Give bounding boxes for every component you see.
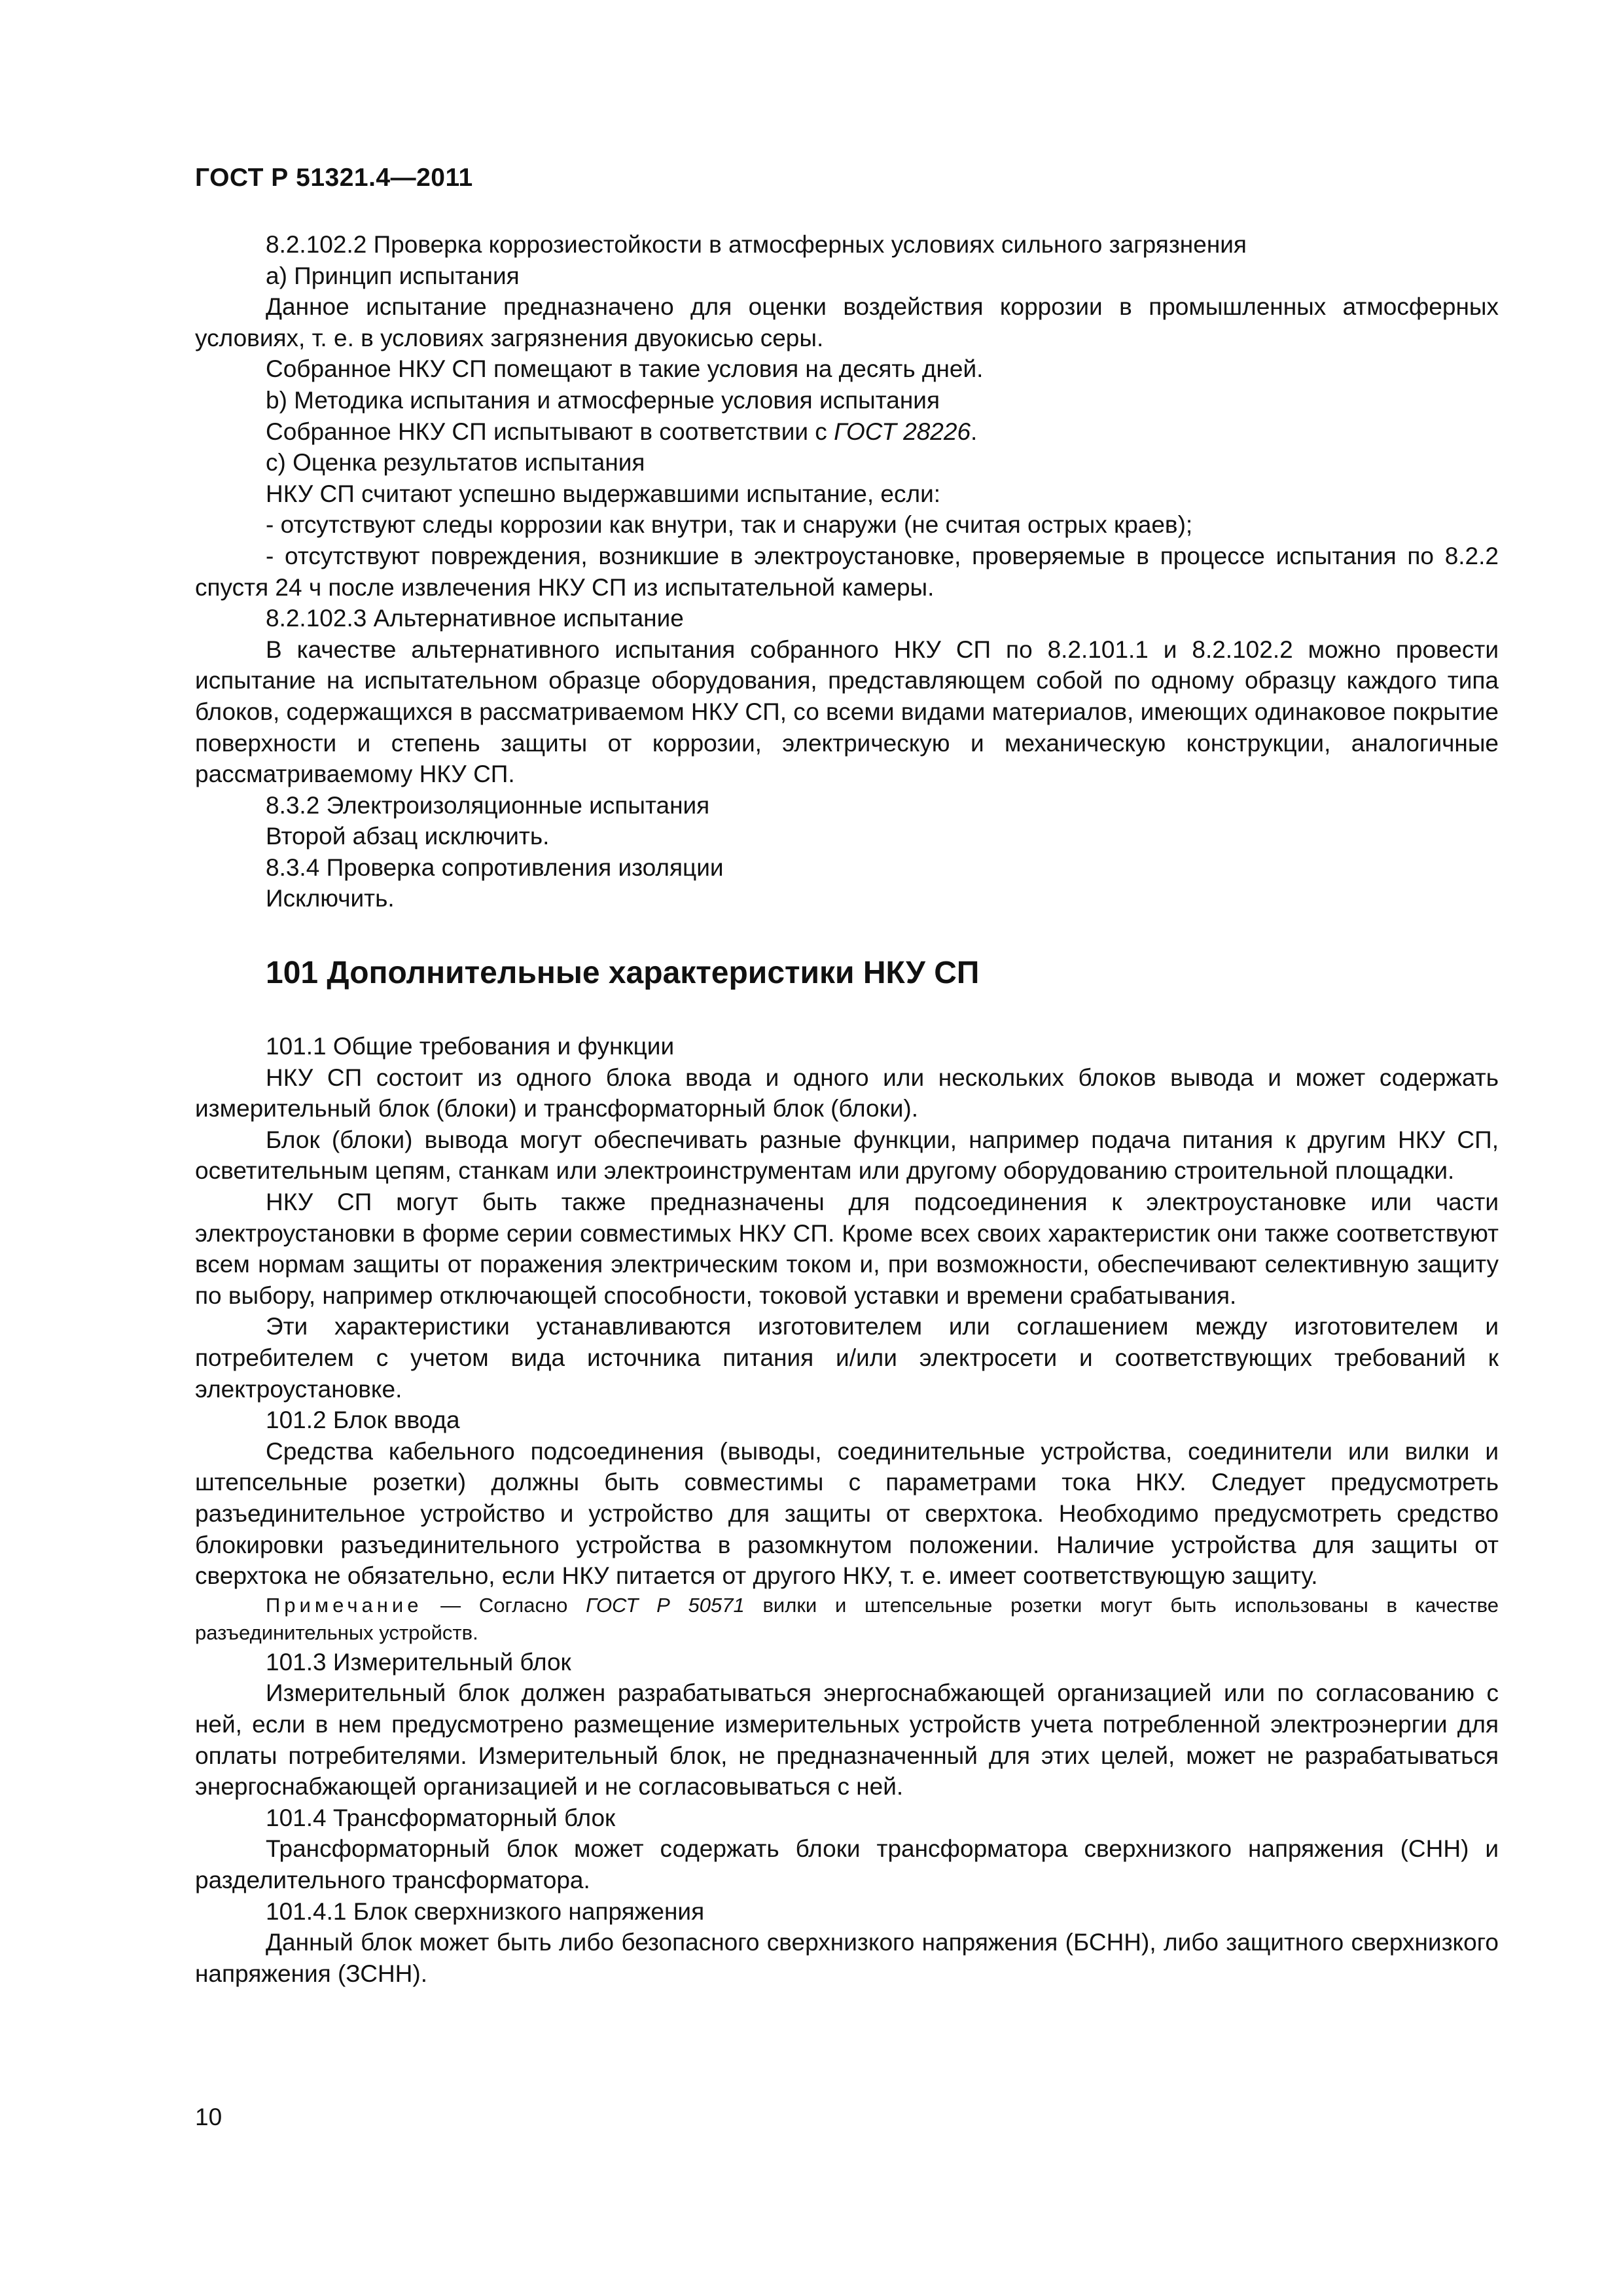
list-item: b) Методика испытания и атмосферные условия испытания: [266, 386, 940, 414]
paragraph: Второй абзац исключить.: [266, 823, 550, 850]
list-item: с) Оценка результатов испытания: [266, 449, 645, 476]
note-dash: — Согласно: [422, 1593, 586, 1617]
list-item: - отсутствуют повреждения, возникшие в электроустановке, проверяемые в процессе испытания по 8.2.2 спустя 24 ч после извлечения НКУ СП из испытательной камеры.: [195, 542, 1499, 601]
clause-title: 8.2.102.3 Альтернативное испытание: [266, 605, 684, 632]
paragraph: Измерительный блок должен разрабатываться энергоснабжающей организацией или по согласованию с ней, если в нем предусмотрено размещение измерительных устройств учета потребленной электроэнергии для оплаты потребителями. Измерительный блок, не предназначенный для этих целей, может не разрабатываться энергоснабжающей организацией и не согласовываться с ней.: [195, 1679, 1499, 1801]
section-heading: 101 Дополнительные характеристики НКУ СП: [266, 956, 980, 991]
paragraph: Данный блок может быть либо безопасного сверхнизкого напряжения (БСНН), либо защитного сверхнизкого напряжения (ЗСНН).: [195, 1929, 1499, 1987]
standard-reference: ГОСТ 28226: [834, 418, 971, 445]
clause-title: 101.4 Трансформаторный блок: [266, 1804, 616, 1831]
paragraph-text: Собранное НКУ СП испытывают в соответствии с: [266, 418, 834, 445]
clause-title: 8.3.2 Электроизоляционные испытания: [266, 791, 710, 819]
clause-title: 101.2 Блок ввода: [266, 1407, 460, 1434]
document-designation: ГОСТ Р 51321.4—2011: [195, 164, 473, 192]
paragraph: Данное испытание предназначено для оценки воздействия коррозии в промышленных атмосферных условиях, т. е. в условиях загрязнения двуокисью серы.: [195, 293, 1499, 351]
note-text: вилки и штепсельные розетки могут быть использованы в качестве разъединительных устройств.: [195, 1593, 1499, 1644]
paragraph: Собранное НКУ СП помещают в такие условия на десять дней.: [266, 355, 984, 383]
paragraph: Исключить.: [266, 885, 395, 912]
page-number: 10: [195, 2104, 223, 2130]
note-label: Примечание: [266, 1593, 423, 1617]
page-body: [195, 229, 1499, 1989]
paragraph: Средства кабельного подсоединения (выводы, соединительные устройства, соединители или вилки и штепсельные розетки) должны быть совместимы с параметрами тока НКУ. Следует предусмотреть разъединительное устройство и устройство для защиты от сверхтока. Необходимо предусмотреть средство блокировки разъединительного устройства в разомкнутом положении. Наличие устройства для защиты от сверхтока не обязательно, если НКУ питается от другого НКУ, т. е. имеет соответствующую защиту.: [195, 1437, 1499, 1590]
note: [195, 1592, 1499, 1647]
paragraph: НКУ СП могут быть также предназначены для подсоединения к электроустановке или части электроустановки в форме серии совместимых НКУ СП. Кроме всех своих характеристик они также соответствуют всем нормам защиты от поражения электрическим током и, при возможности, обеспечивают селективную защиту по выбору, например отключающей способности, токовой уставки и времени срабатывания.: [195, 1189, 1499, 1309]
clause-title: 101.3 Измерительный блок: [266, 1648, 571, 1676]
paragraph: НКУ СП считают успешно выдержавшими испытание, если:: [266, 480, 941, 507]
paragraph: Блок (блоки) вывода могут обеспечивать разные функции, например подача питания к другим НКУ СП, осветительным цепям, станкам или электроинструментам или другому оборудованию строительной площадки.: [195, 1126, 1499, 1185]
paragraph: В качестве альтернативного испытания собранного НКУ СП по 8.2.101.1 и 8.2.102.2 можно провести испытание на испытательном образце оборудования, представляющем собой по одному образцу каждого типа блоков, содержащихся в рассматриваемом НКУ СП, со всеми видами материалов, имеющих одинаковое покрытие поверхности и степень защиты от коррозии, электрическую и механическую конструкции, аналогичные рассматриваемому НКУ СП.: [195, 636, 1499, 788]
paragraph: Трансформаторный блок может содержать блоки трансформатора сверхнизкого напряжения (СНН) и разделительного трансформатора.: [195, 1835, 1499, 1893]
paragraph: [195, 416, 1499, 448]
paragraph: Эти характеристики устанавливаются изготовителем или соглашением между изготовителем и потребителем с учетом вида источника питания и/или электросети и соответствующих требований к электроустановке.: [195, 1313, 1499, 1403]
clause-title: 101.4.1 Блок сверхнизкого напряжения: [266, 1897, 705, 1925]
clause-title: 101.1 Общие требования и функции: [266, 1033, 675, 1060]
list-item: - отсутствуют следы коррозии как внутри, так и снаружи (не считая острых краев);: [266, 511, 1193, 539]
paragraph-text: .: [971, 418, 978, 445]
standard-reference: ГОСТ Р 50571: [586, 1593, 745, 1617]
clause-title: 8.3.4 Проверка сопротивления изоляции: [266, 853, 724, 881]
paragraph: НКУ СП состоит из одного блока ввода и одного или нескольких блоков вывода и может содержать измерительный блок (блоки) и трансформаторный блок (блоки).: [195, 1064, 1499, 1122]
clause-title: 8.2.102.2 Проверка коррозиестойкости в атмосферных условиях сильного загрязнения: [266, 231, 1247, 258]
list-item: а) Принцип испытания: [266, 262, 520, 289]
